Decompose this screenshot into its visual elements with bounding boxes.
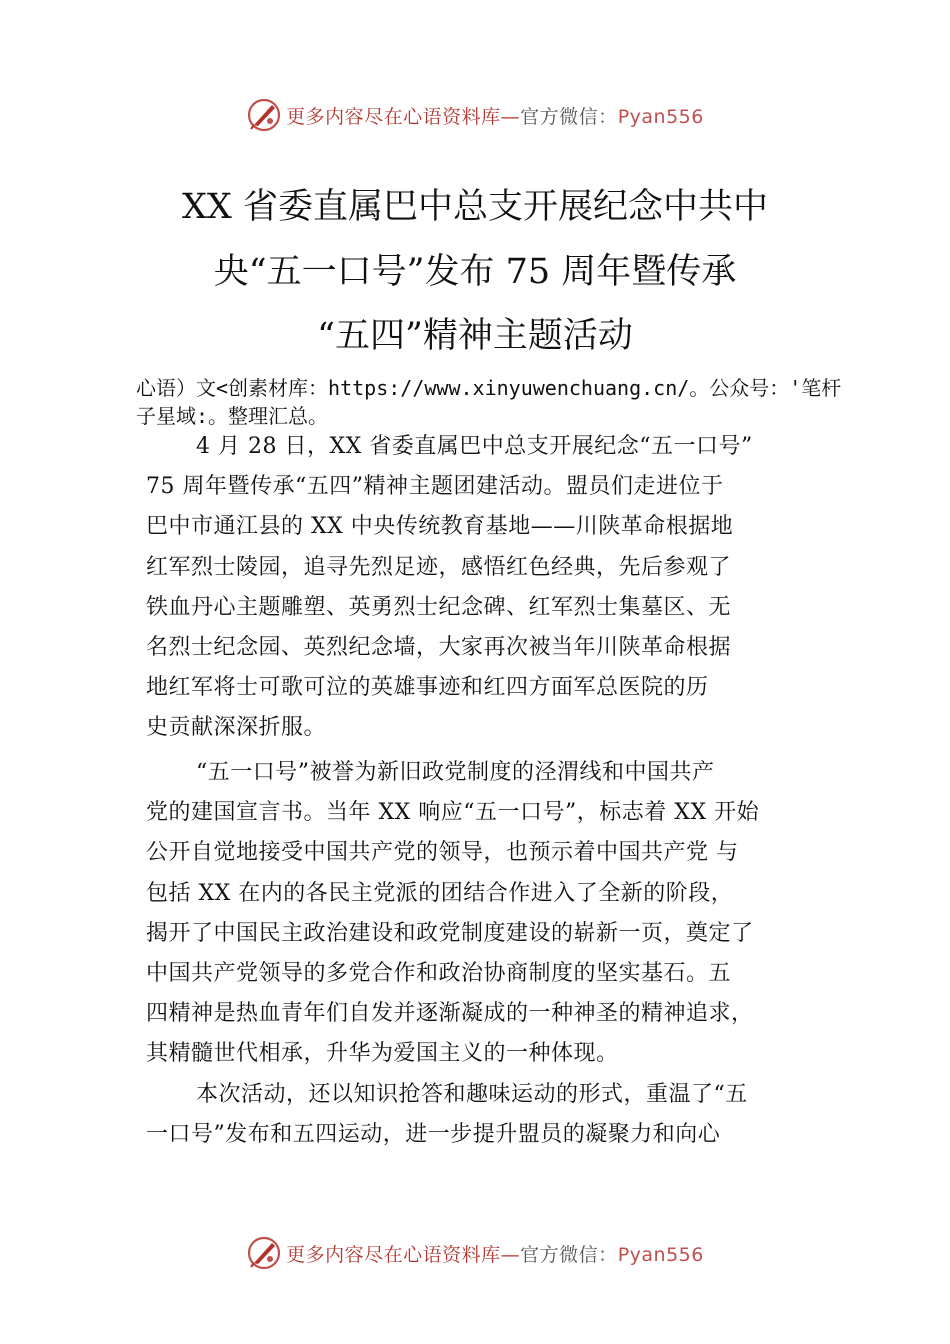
text-line: 党的建国宣言书。当年 XX 响应“五一口号”，标志着 XX 开始 xyxy=(146,800,760,826)
footer-watermark xyxy=(0,1233,950,1273)
text-line: 揭开了中国民主政治建设和政党制度建设的崭新一页，奠定了 xyxy=(146,920,754,946)
text-line: 公开自觉地接受中国共产党的领导，也预示着中国共产党 与 xyxy=(146,840,739,866)
text-line: 本次活动，还以知识抢答和趣味运动的形式，重温了“五 xyxy=(196,1082,748,1107)
quill-seal-icon xyxy=(246,97,282,133)
text-line: 四精神是热血青年们自发并逐渐凝成的一种神圣的精神追求， xyxy=(146,1001,754,1027)
text-line: 一口号”发布和五四运动，进一步提升盟员的凝聚力和向心 xyxy=(146,1122,721,1148)
text-line: 铁血丹心主题雕塑、英勇烈士纪念碑、红军烈士集墓区、无 xyxy=(146,594,732,620)
quill-seal-icon xyxy=(246,1235,282,1271)
paragraph-1 xyxy=(146,427,846,749)
document-title-line-3: “五四”精神主题活动 xyxy=(317,316,633,356)
text-line: 包括 XX 在内的各民主党派的团结合作进入了全新的阶段， xyxy=(146,880,734,906)
source-note: 心语）文<创素材库：https://www.xinyuwenchuang.cn/。公众号：'笔杆子星域:。整理汇总。 xyxy=(136,376,842,428)
text-line: 史贡献深深折服。 xyxy=(146,715,327,741)
text-line: 地红军将士可歌可泣的英雄事迹和红四方面军总医院的历 xyxy=(146,675,709,701)
text-line: 红军烈士陵园，追寻先烈足迹，感悟红色经典，先后参观了 xyxy=(146,554,732,580)
text-line: 中国共产党领导的多党合作和政治协商制度的坚实基石。五 xyxy=(146,960,732,986)
header-watermark xyxy=(0,95,950,135)
paragraph-3 xyxy=(146,1075,846,1155)
text-line: 巴中市通江县的 XX 中央传统教育基地——川陕革命根据地 xyxy=(146,514,734,540)
document-title-line-1: XX 省委直属巴中总支开展纪念中共中 xyxy=(182,187,768,227)
watermark-text: 更多内容尽在心语资料库—官方微信：Pyan556 xyxy=(286,105,704,128)
text-line: 其精髓世代相承，升华为爱国主义的一种体现。 xyxy=(146,1041,619,1067)
text-line: “五一口号”被誉为新旧政党制度的泾渭线和中国共产 xyxy=(196,760,715,785)
document-title-line-2: 央“五一口号”发布 75 周年暨传承 xyxy=(213,252,737,292)
paragraph-2 xyxy=(146,753,846,1075)
text-line: 75 周年暨传承“五四”精神主题团建活动。盟员们走进位于 xyxy=(146,474,724,500)
text-line: 名烈士纪念园、英烈纪念墙，大家再次被当年川陕革命根据 xyxy=(146,634,732,660)
watermark-text: 更多内容尽在心语资料库—官方微信：Pyan556 xyxy=(286,1243,704,1266)
text-line: 4 月 28 日，XX 省委直属巴中总支开展纪念“五一口号” xyxy=(196,434,753,459)
